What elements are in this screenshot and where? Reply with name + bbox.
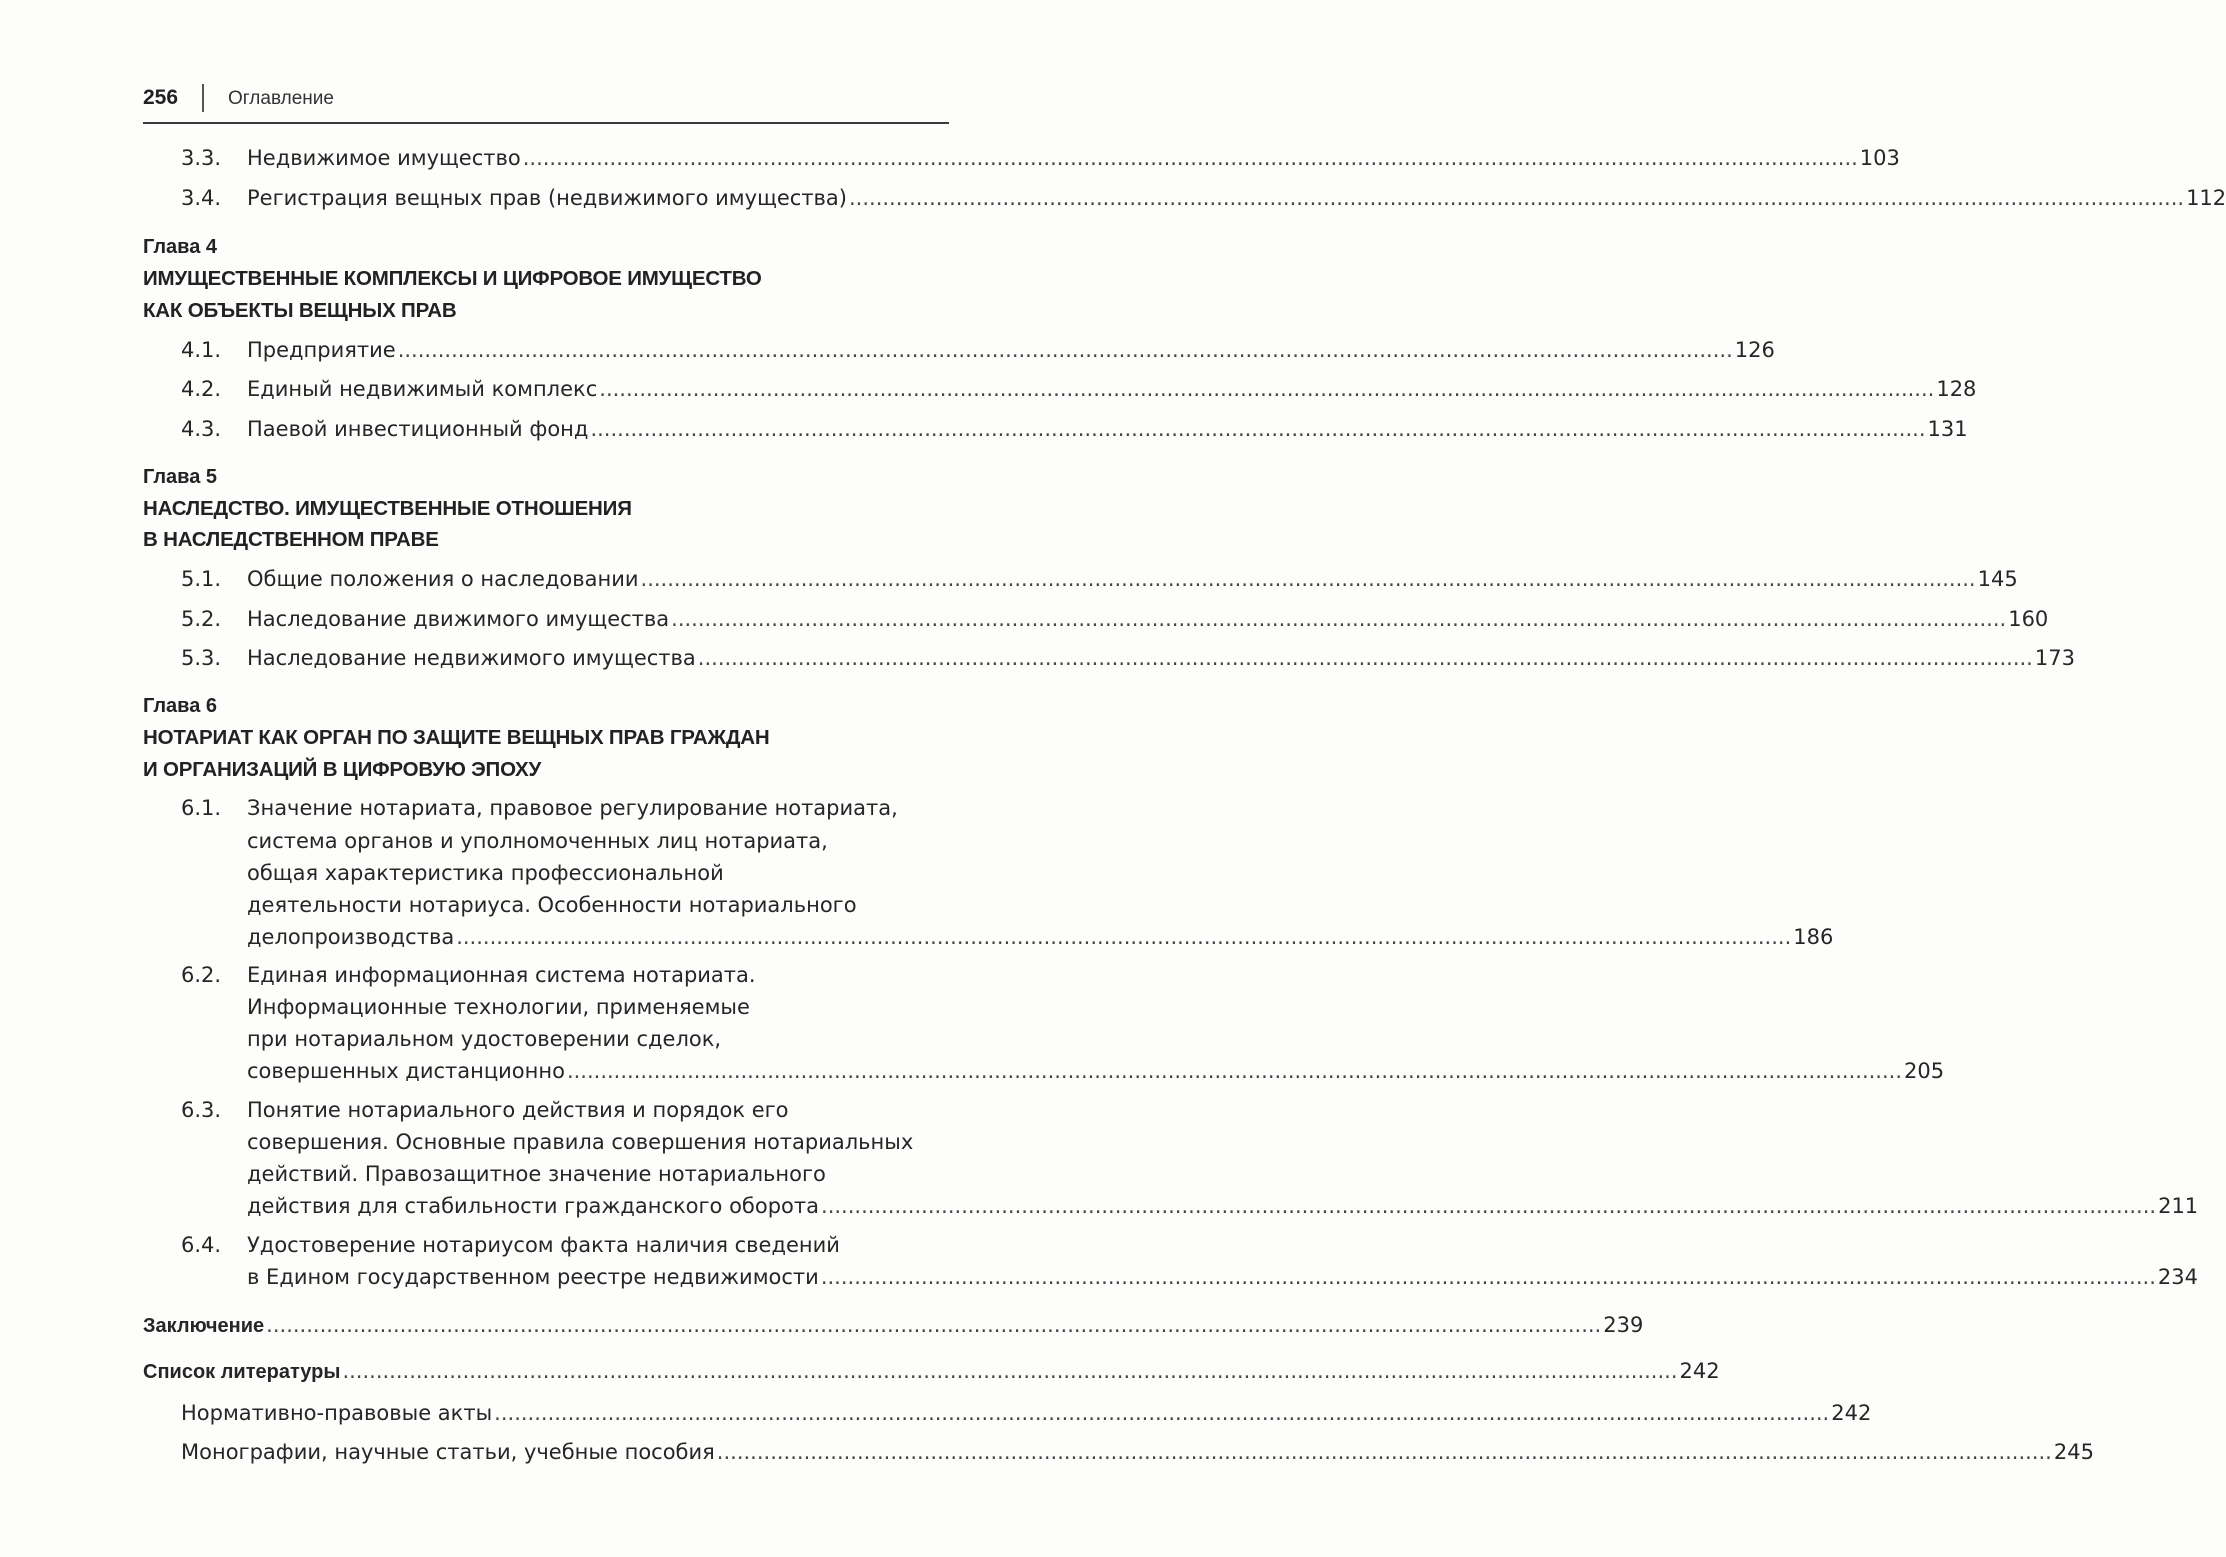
dot-leader: ........................................................................................................................................................................................................ bbox=[599, 377, 1935, 401]
toc-entry-title: Предприятие bbox=[247, 338, 396, 362]
dot-leader: ........................................................................................................................................................................................................ bbox=[820, 1265, 2156, 1289]
toc-entry-title-line[interactable]: Единая информационная система нотариата. bbox=[247, 963, 756, 987]
chapter-6-title-line1[interactable]: НОТАРИАТ КАК ОРГАН ПО ЗАЩИТЕ ВЕЩНЫХ ПРАВ ГРАЖДАН bbox=[143, 726, 770, 749]
toc-entry-3-4[interactable] bbox=[247, 183, 2226, 214]
toc-entry-bib-normative[interactable] bbox=[181, 1398, 1872, 1429]
toc-entry-title: Регистрация вещных прав (недвижимого имущества) bbox=[247, 186, 847, 210]
toc-entry-title-line[interactable]: общая характеристика профессиональной bbox=[247, 861, 724, 885]
toc-entry-4-1[interactable] bbox=[247, 335, 1775, 366]
toc-entry-5-1[interactable] bbox=[247, 564, 2018, 595]
dot-leader: ........................................................................................................................................................................................................ bbox=[590, 417, 1926, 441]
toc-entry-title: совершенных дистанционно bbox=[247, 1059, 565, 1083]
dot-leader: ........................................................................................................................................................................................................ bbox=[522, 146, 1858, 170]
toc-page-number: 103 bbox=[1859, 146, 1900, 170]
toc-page-number: 205 bbox=[1904, 1059, 1945, 1083]
toc-entry-title: Общие положения о наследовании bbox=[247, 567, 639, 591]
toc-entry-title: Недвижимое имущество bbox=[247, 146, 521, 170]
toc-entry-title: делопроизводства bbox=[247, 925, 455, 949]
toc-page-number: 131 bbox=[1927, 417, 1968, 441]
toc-number: 5.3. bbox=[181, 646, 222, 670]
chapter-5-title-line1[interactable]: НАСЛЕДСТВО. ИМУЩЕСТВЕННЫЕ ОТНОШЕНИЯ bbox=[143, 497, 632, 520]
chapter-4-label: Глава 4 bbox=[143, 236, 218, 258]
toc-page-number: 160 bbox=[2008, 607, 2049, 631]
chapter-4-title-line2[interactable]: КАК ОБЪЕКТЫ ВЕЩНЫХ ПРАВ bbox=[143, 299, 457, 322]
toc-entry-title: Паевой инвестиционный фонд bbox=[247, 417, 589, 441]
dot-leader: ........................................................................................................................................................................................................ bbox=[671, 607, 2007, 631]
toc-entry-title: Нормативно-правовые акты bbox=[181, 1401, 493, 1425]
toc-entry-title-line[interactable]: при нотариальном удостоверении сделок, bbox=[247, 1027, 722, 1051]
toc-page-number: 234 bbox=[2157, 1265, 2198, 1289]
toc-entry-title: в Едином государственном реестре недвижимости bbox=[247, 1265, 819, 1289]
chapter-5-title-line2[interactable]: В НАСЛЕДСТВЕННОМ ПРАВЕ bbox=[143, 528, 439, 551]
toc-entry-title-line[interactable]: Понятие нотариального действия и порядок его bbox=[247, 1098, 789, 1122]
toc-entry-title: Список литературы bbox=[143, 1361, 341, 1383]
dot-leader: ........................................................................................................................................................................................................ bbox=[716, 1440, 2052, 1464]
toc-entry-title: Наследование недвижимого имущества bbox=[247, 646, 696, 670]
toc-entry-title: Единый недвижимый комплекс bbox=[247, 377, 598, 401]
toc-entry-title-line[interactable]: действий. Правозащитное значение нотариального bbox=[247, 1162, 826, 1186]
toc-number: 5.2. bbox=[181, 607, 222, 631]
page-number: 256 bbox=[143, 86, 179, 109]
dot-leader: ........................................................................................................................................................................................................ bbox=[342, 1359, 1678, 1383]
dot-leader: ........................................................................................................................................................................................................ bbox=[266, 1313, 1602, 1337]
toc-number: 3.4. bbox=[181, 186, 222, 210]
toc-page-number: 245 bbox=[2053, 1440, 2094, 1464]
toc-entry-title-line[interactable]: система органов и уполномоченных лиц нотариата, bbox=[247, 829, 828, 853]
toc-entry-4-3[interactable] bbox=[247, 414, 1968, 445]
toc-page-number: 186 bbox=[1793, 925, 1834, 949]
dot-leader: ........................................................................................................................................................................................................ bbox=[494, 1401, 1830, 1425]
toc-page-number: 242 bbox=[1679, 1359, 1720, 1383]
chapter-6-label: Глава 6 bbox=[143, 695, 218, 717]
toc-page-number: 239 bbox=[1603, 1313, 1644, 1337]
toc-entry-5-3[interactable] bbox=[247, 643, 2075, 674]
toc-entry-6-1[interactable] bbox=[247, 922, 1834, 953]
chapter-5-label: Глава 5 bbox=[143, 466, 218, 488]
dot-leader: ........................................................................................................................................................................................................ bbox=[640, 567, 1976, 591]
dot-leader: ........................................................................................................................................................................................................ bbox=[566, 1059, 1903, 1083]
toc-entry-title-line[interactable]: деятельности нотариуса. Особенности нотариального bbox=[247, 893, 857, 917]
toc-number: 6.2. bbox=[181, 963, 222, 987]
toc-entry-conclusion[interactable] bbox=[143, 1310, 1644, 1342]
running-header bbox=[143, 84, 949, 124]
toc-number: 4.3. bbox=[181, 417, 222, 441]
toc-number: 6.1. bbox=[181, 796, 222, 820]
toc-entry-bib-monographs[interactable] bbox=[181, 1437, 2094, 1468]
chapter-4-title-line1[interactable]: ИМУЩЕСТВЕННЫЕ КОМПЛЕКСЫ И ЦИФРОВОЕ ИМУЩЕСТВО bbox=[143, 267, 762, 290]
toc-entry-title: Заключение bbox=[143, 1315, 265, 1337]
dot-leader: ........................................................................................................................................................................................................ bbox=[397, 338, 1733, 362]
toc-entry-title: действия для стабильности гражданского оборота bbox=[247, 1194, 820, 1218]
toc-number: 4.1. bbox=[181, 338, 222, 362]
dot-leader: ........................................................................................................................................................................................................ bbox=[456, 925, 1792, 949]
chapter-6-title-line2[interactable]: И ОРГАНИЗАЦИЙ В ЦИФРОВУЮ ЭПОХУ bbox=[143, 758, 542, 781]
dot-leader: ........................................................................................................................................................................................................ bbox=[821, 1194, 2157, 1218]
toc-entry-3-3[interactable] bbox=[247, 143, 1900, 174]
running-header-title: Оглавление bbox=[228, 88, 334, 109]
toc-number: 4.2. bbox=[181, 377, 222, 401]
toc-page-number: 112 bbox=[2186, 186, 2226, 210]
toc-entry-title-line[interactable]: Информационные технологии, применяемые bbox=[247, 995, 750, 1019]
toc-page-number: 145 bbox=[1977, 567, 2018, 591]
toc-page-number: 211 bbox=[2158, 1194, 2199, 1218]
toc-number: 3.3. bbox=[181, 146, 222, 170]
toc-page-number: 173 bbox=[2034, 646, 2075, 670]
toc-entry-title-line[interactable]: Удостоверение нотариусом факта наличия сведений bbox=[247, 1233, 840, 1257]
header-separator bbox=[202, 84, 204, 112]
toc-page-number: 242 bbox=[1831, 1401, 1872, 1425]
toc-entry-title: Наследование движимого имущества bbox=[247, 607, 670, 631]
toc-entry-title: Монографии, научные статьи, учебные пособия bbox=[181, 1440, 715, 1464]
toc-number: 6.3. bbox=[181, 1098, 222, 1122]
dot-leader: ........................................................................................................................................................................................................ bbox=[697, 646, 2033, 670]
toc-entry-bibliography[interactable] bbox=[143, 1356, 1720, 1388]
toc-entry-6-2[interactable] bbox=[247, 1056, 1945, 1087]
toc-page-number: 128 bbox=[1936, 377, 1977, 401]
toc-entry-6-4[interactable] bbox=[247, 1262, 2198, 1293]
toc-number: 5.1. bbox=[181, 567, 222, 591]
toc-number: 6.4. bbox=[181, 1233, 222, 1257]
toc-entry-4-2[interactable] bbox=[247, 374, 1977, 405]
toc-entry-title-line[interactable]: Значение нотариата, правовое регулирование нотариата, bbox=[247, 796, 898, 820]
toc-entry-5-2[interactable] bbox=[247, 604, 2049, 635]
toc-page-number: 126 bbox=[1734, 338, 1775, 362]
toc-entry-6-3[interactable] bbox=[247, 1191, 2199, 1222]
toc-entry-title-line[interactable]: совершения. Основные правила совершения нотариальных bbox=[247, 1130, 914, 1154]
dot-leader: ........................................................................................................................................................................................................ bbox=[849, 186, 2185, 210]
